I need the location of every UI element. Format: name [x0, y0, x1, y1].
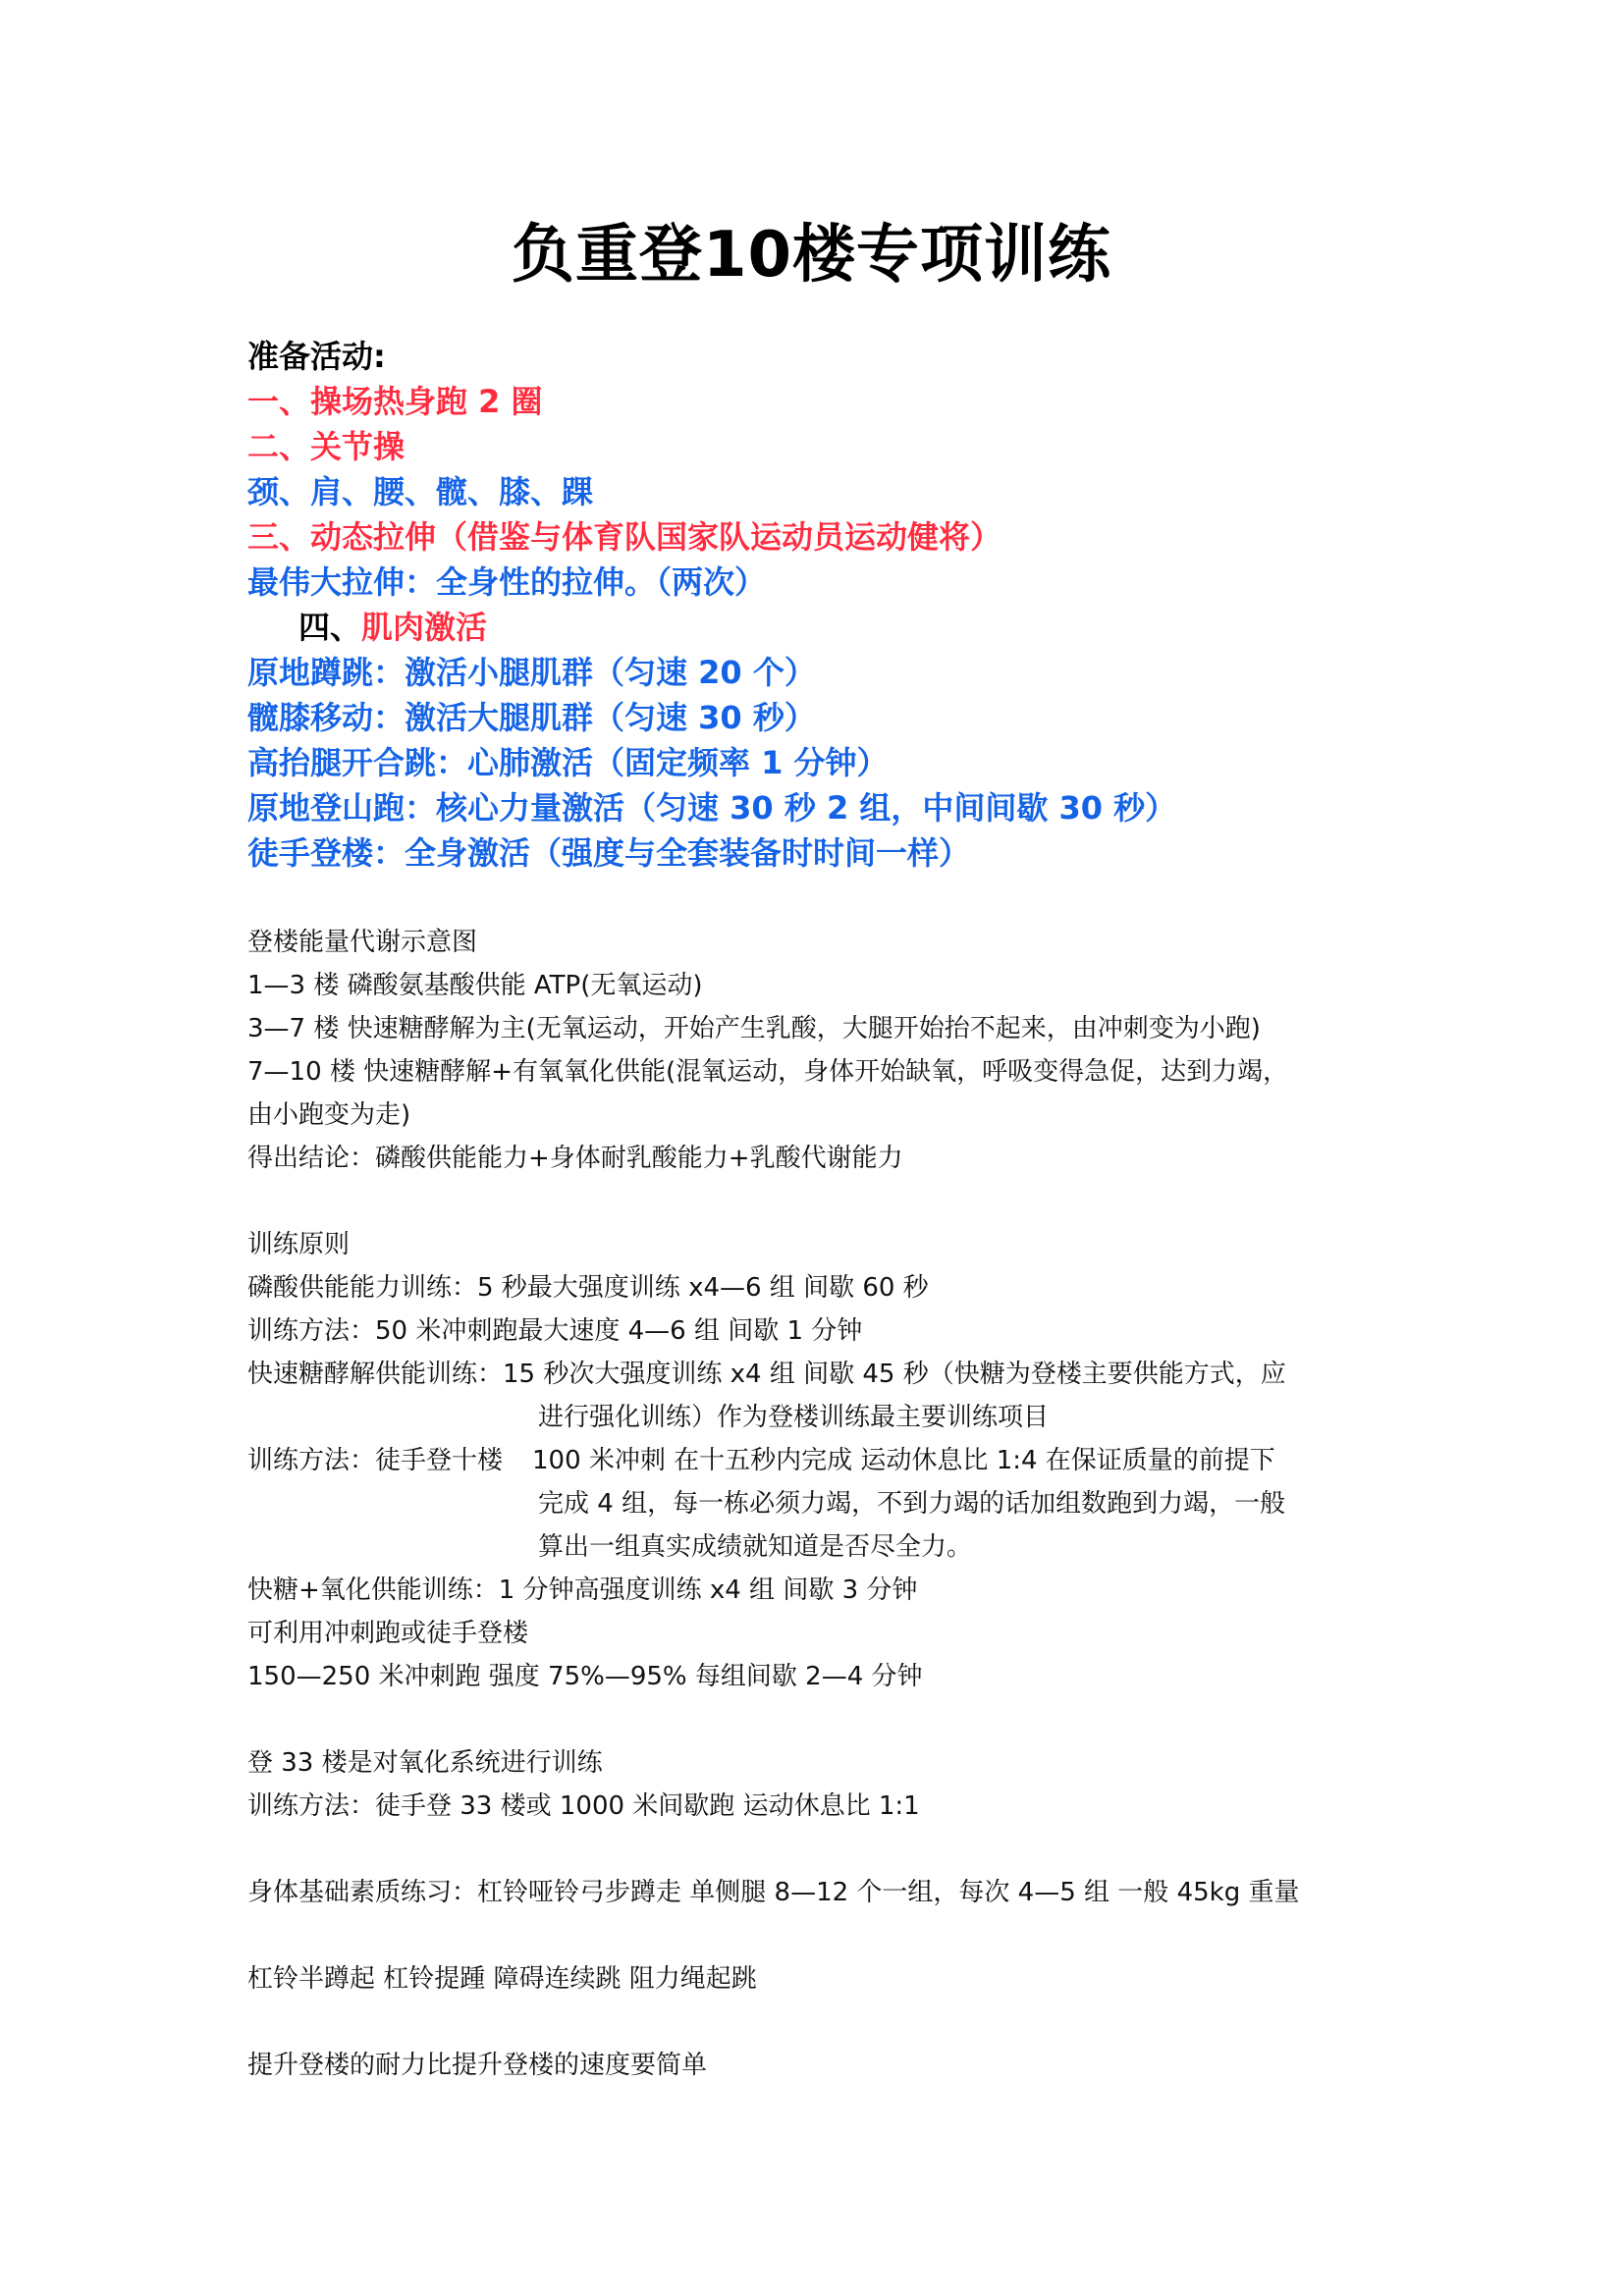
activation-item-4: 原地登山跑：核心力量激活（匀速 30 秒 2 组，中间间歇 30 秒）	[247, 789, 1177, 827]
activation-item-3: 高抬腿开合跳：心肺激活（固定频率 1 分钟）	[247, 744, 889, 781]
warmup-step-4	[247, 605, 1426, 650]
principle-4	[247, 1439, 1406, 1482]
warmup-step-3: 三、动态拉伸（借鉴与体育队国家队运动员运动健将）	[247, 518, 1002, 556]
principle-3	[247, 1353, 1406, 1396]
activation-item-1: 原地蹲跳：激活小腿肌群（匀速 20 个）	[247, 654, 816, 691]
joint-list: 颈、肩、腰、髋、膝、踝	[247, 473, 594, 510]
spacer	[247, 1914, 1406, 1957]
warmup-step-1: 一、操场热身跑 2 圈	[247, 383, 543, 420]
floor33-line-1: 登 33 楼是对氧化系统进行训练	[247, 1748, 603, 1778]
activation-item-5: 徒手登楼：全身激活（强度与全套装备时时间一样）	[247, 834, 971, 872]
stretch-item: 最伟大拉伸：全身性的拉伸。（两次）	[247, 563, 767, 601]
energy-heading: 登楼能量代谢示意图	[247, 928, 478, 957]
basics-line-3: 提升登楼的耐力比提升登楼的速度要简单	[247, 2051, 708, 2080]
spacer	[247, 1828, 1406, 1871]
principle-7: 150—250 米冲刺跑 强度 75%—95% 每组间歇 2—4 分钟	[247, 1662, 923, 1691]
principle-5: 快糖+氧化供能训练：1 分钟高强度训练 x4 组 间歇 3 分钟	[247, 1575, 918, 1605]
principle-3-label: 快速糖酵解供能训练：	[247, 1360, 504, 1389]
page-title: 负重登10楼专项训练	[511, 219, 1112, 292]
principles-heading: 训练原则	[247, 1230, 351, 1259]
step-4-number: 四、	[298, 609, 362, 646]
warmup-heading: 准备活动:	[247, 338, 386, 375]
principle-4-line-c: 算出一组真实成绩就知道是否尽全力。	[538, 1532, 973, 1562]
warmup-step-2: 二、关节操	[247, 428, 406, 465]
activation-item-2: 髋膝移动：激活大腿肌群（匀速 30 秒）	[247, 699, 816, 736]
basics-line-1: 身体基础素质练习：杠铃哑铃弓步蹲走 单侧腿 8—12 个一组，每次 4—5 组 一般 45kg 重量	[247, 1878, 1300, 1907]
spacer	[247, 1180, 1406, 1223]
energy-line-2: 3—7 楼 快速糖酵解为主(无氧运动，开始产生乳酸，大腿开始抬不起来，由冲刺变为小跑)	[247, 1014, 1261, 1043]
principle-2: 训练方法：50 米冲刺跑最大速度 4—6 组 间歇 1 分钟	[247, 1316, 863, 1346]
body-section	[247, 921, 1406, 2087]
principle-3-line-a: 15 秒次大强度训练 x4 组 间歇 45 秒（快糖为登楼主要供能方式，应	[503, 1360, 1286, 1389]
energy-line-3-cont: 由小跑变为走)	[247, 1100, 411, 1130]
principle-4-line-b: 完成 4 组，每一栋必须力竭，不到力竭的话加组数跑到力竭，一般	[538, 1489, 1286, 1519]
principle-4-line-a: 100 米冲刺 在十五秒内完成 运动休息比 1:4 在保证质量的前提下	[532, 1446, 1275, 1475]
energy-conclusion: 得出结论：磷酸供能能力+身体耐乳酸能力+乳酸代谢能力	[247, 1144, 903, 1173]
warmup-section	[247, 334, 1426, 876]
spacer	[247, 1698, 1406, 1741]
spacer	[247, 2001, 1406, 2044]
energy-line-3: 7—10 楼 快速糖酵解+有氧氧化供能(混氧运动，身体开始缺氧，呼吸变得急促，达到力竭，	[247, 1057, 1289, 1087]
step-4-label: 肌肉激活	[361, 609, 488, 646]
energy-line-1: 1—3 楼 磷酸氨基酸供能 ATP(无氧运动)	[247, 971, 703, 1000]
floor33-line-2: 训练方法：徒手登 33 楼或 1000 米间歇跑 运动休息比 1:1	[247, 1791, 920, 1821]
principle-4-label: 训练方法：徒手登十楼	[247, 1446, 504, 1475]
principle-1: 磷酸供能能力训练：5 秒最大强度训练 x4—6 组 间歇 60 秒	[247, 1273, 929, 1303]
basics-line-2: 杠铃半蹲起 杠铃提踵 障碍连续跳 阻力绳起跳	[247, 1964, 757, 1994]
principle-6: 可利用冲刺跑或徒手登楼	[247, 1619, 529, 1648]
principle-3-line-b: 进行强化训练）作为登楼训练最主要训练项目	[538, 1403, 1050, 1432]
